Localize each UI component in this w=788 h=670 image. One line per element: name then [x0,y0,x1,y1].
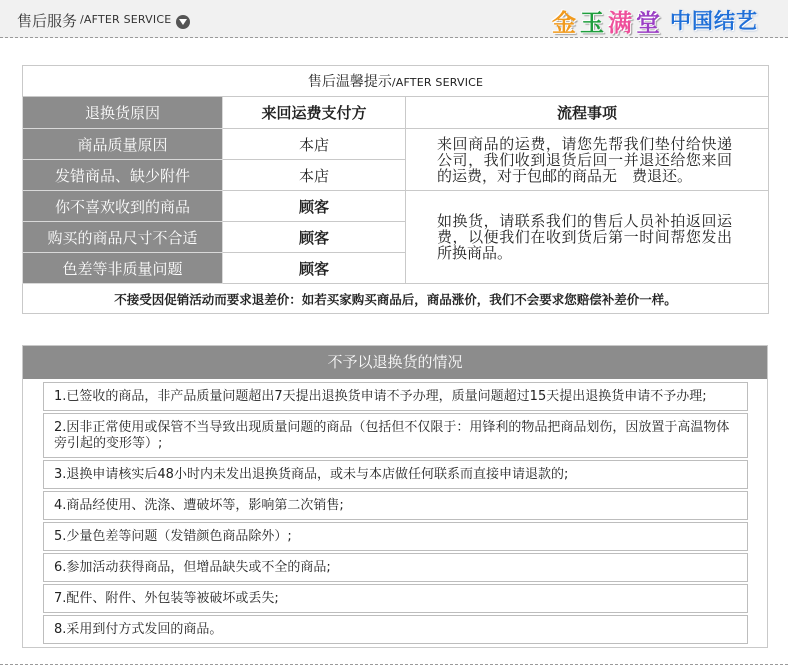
notice-title-en: /AFTER SERVICE [391,76,484,89]
condition-item: 2.因非正常使用或保管不当导致出现质量问题的商品（包括但不仅限于：用锋利的物品把商品划伤，因放置于高温物体旁引起的变形等）; [43,413,748,458]
condition-item: 7.配件、附件、外包装等被破坏或丢失; [43,584,748,613]
column-header-process: 流程事项 [406,97,769,129]
notice-title [23,66,769,97]
logo-char: 金 [552,8,576,37]
condition-item: 8.采用到付方式发回的商品。 [43,615,748,644]
column-header-payer: 来回运费支付方 [223,97,406,129]
condition-item: 5.少量色差等问题（发错颜色商品除外）; [43,522,748,551]
reason-cell: 发错商品、缺少附件 [23,160,223,191]
section-subtitle: /AFTER SERVICE [80,13,172,26]
process-cell: 如换货，请联系我们的售后人员补拍返回运费，以便我们在收到货后第一时间帮您发出所换商品。 [406,191,769,284]
payer-cell: 顾客 [223,222,406,253]
condition-item: 4.商品经使用、洗涤、遭破坏等，影响第二次销售; [43,491,748,520]
section-title: 售后服务 [17,12,78,30]
condition-item: 1.已签收的商品，非产品质量问题超出7天提出退换货申请不予办理，质量问题超过15天提出退换货申请不予办理; [43,382,748,411]
logo-char: 堂 [636,8,660,37]
condition-item: 6.参加活动获得商品，但增品缺失或不全的商品; [43,553,748,582]
panel-title: 不予以退换货的情况 [23,346,767,379]
payer-cell: 顾客 [223,253,406,284]
conditions-list [23,379,767,644]
logo-char: 玉 [580,8,604,37]
condition-item: 3.退换申请核实后48小时内未发出退换货商品，或未与本店做任何联系而直接申请退款的; [43,460,748,489]
no-return-conditions-panel [22,345,768,648]
after-service-notice-table [22,65,769,314]
chevron-down-icon[interactable] [176,15,190,29]
payer-cell: 本店 [223,129,406,160]
notice-title-cn: 售后温馨提示 [307,74,392,90]
top-header [0,0,788,38]
logo-tagline: 中国结艺 [670,9,758,33]
notice-footer: 不接受因促销活动而要求退差价：如若买家购买商品后，商品涨价，我们不会要求您赔偿补差价一样。 [23,284,769,314]
logo-char: 满 [608,8,632,37]
process-cell: 来回商品的运费，请您先帮我们垫付给快递公司，我们收到退货后回一并退还给您来回的运费，对于包邮的商品无 费退还。 [406,129,769,191]
brand-logo [552,6,758,37]
reason-cell: 你不喜欢收到的商品 [23,191,223,222]
payer-cell: 顾客 [223,191,406,222]
payer-cell: 本店 [223,160,406,191]
bottom-divider [0,664,788,665]
reason-cell: 色差等非质量问题 [23,253,223,284]
column-header-reason: 退换货原因 [23,97,223,129]
reason-cell: 商品质量原因 [23,129,223,160]
reason-cell: 购买的商品尺寸不合适 [23,222,223,253]
